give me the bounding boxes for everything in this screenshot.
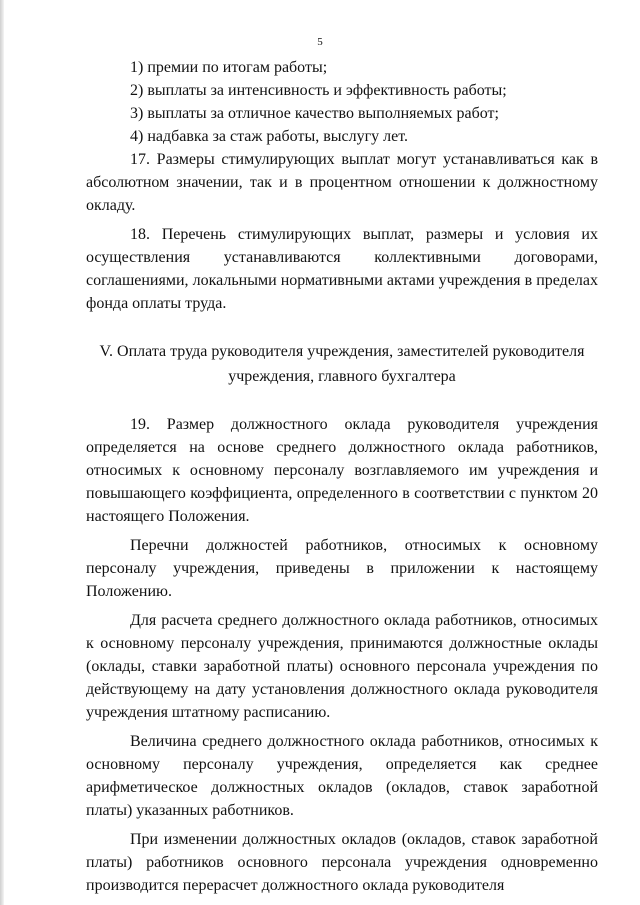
scan-edge [0, 0, 4, 905]
paragraph-average-salary-value: Величина среднего должностного оклада работников, относимых к основному персоналу учреждения, определяется как среднее арифметическое должностных окладов (окладов, ставок заработной платы) указанных работников. [86, 733, 598, 819]
section-heading: V. Оплата труда руководителя учреждения, заместителей руководителя учреждения, главного бухгалтера [99, 343, 585, 385]
list-item: 2) выплаты за интенсивность и эффективность работы; [130, 82, 507, 99]
paragraph-19: 19. Размер должностного оклада руководителя учреждения определяется на основе среднего должностного оклада работников, относимых к основному персоналу возглавляемого им учреждения и повышающего коэффициента, определенного в соответствии с пунктом 20 настоящего Положения. [86, 416, 598, 525]
paragraph-18: 18. Перечень стимулирующих выплат, размеры и условия их осуществления устанавливаются коллективными договорами, соглашениями, локальными нормативными актами учреждения в пределах фонда оплаты труда. [86, 226, 598, 312]
document-body [86, 56, 598, 897]
paragraph-recalculation: При изменении должностных окладов (окладов, ставок заработной платы) работников основного персонала учреждения одновременно производится перерасчет должностного оклада руководителя [86, 831, 598, 894]
paragraph-17: 17. Размеры стимулирующих выплат могут устанавливаться как в абсолютном значении, так и в процентном отношении к должностному окладу. [86, 151, 598, 214]
paragraph-position-lists: Перечни должностей работников, относимых к основному персоналу учреждения, приведены в приложении к настоящему Положению. [86, 537, 598, 600]
payment-list [86, 56, 598, 148]
list-item: 1) премии по итогам работы; [130, 59, 328, 76]
page-number: 5 [317, 36, 323, 48]
list-item: 3) выплаты за отличное качество выполняемых работ; [130, 105, 499, 122]
paragraph-average-salary-calc: Для расчета среднего должностного оклада работников, относимых к основному персоналу учреждения, принимаются должностные оклады (оклады, ставки заработной платы) основного персонала учреждения по действующему на дату установления должностного оклада руководителя учреждения штатному расписанию. [86, 612, 598, 721]
list-item: 4) надбавка за стаж работы, выслугу лет. [130, 128, 409, 145]
